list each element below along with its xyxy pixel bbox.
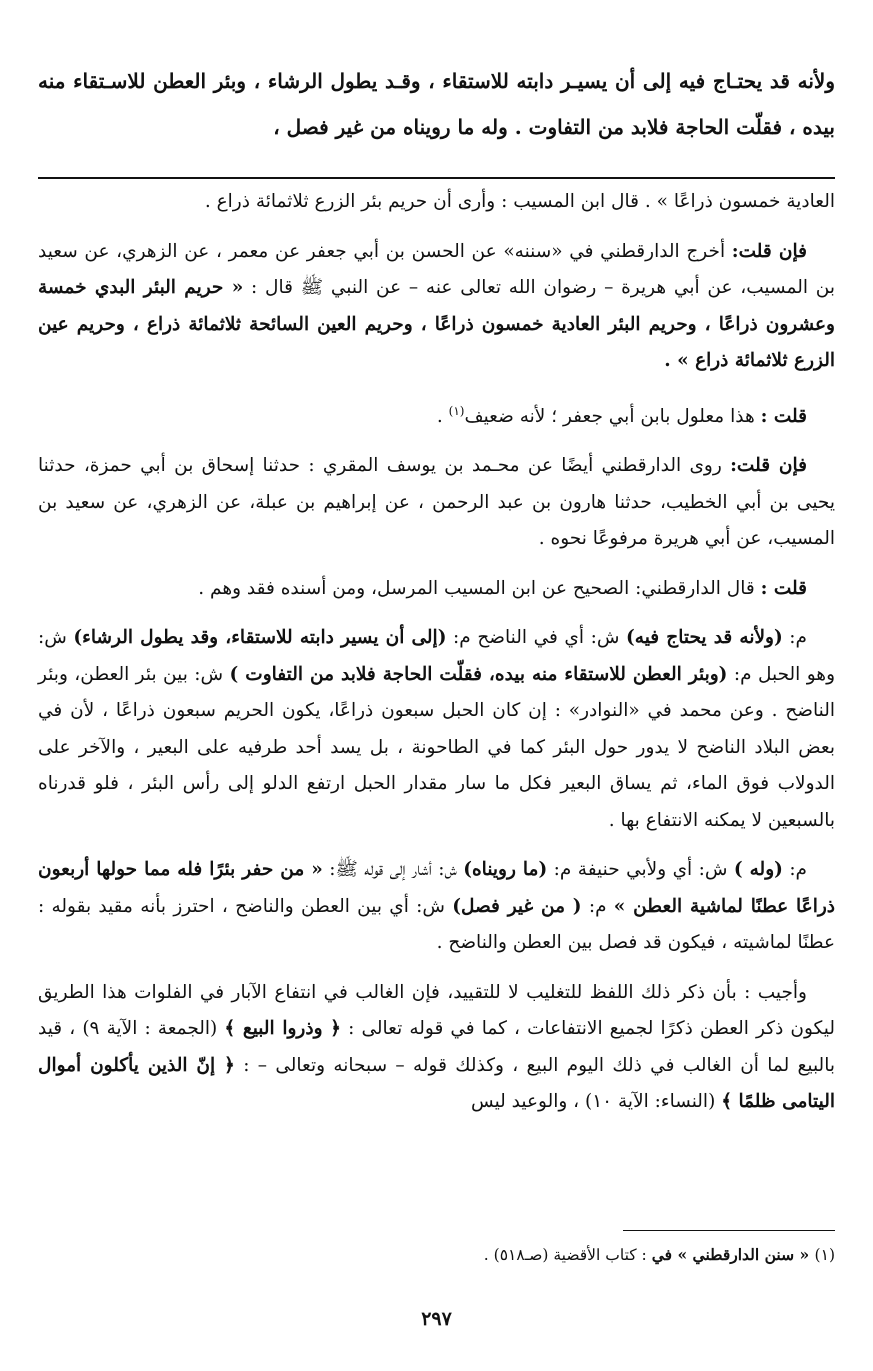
hadith-text: « من حفر بئرًا فله مما حولها أربعون ذراعًا عطنًا لماشية العطن » (38, 859, 836, 917)
quoted-matn: (ما رويناه) (463, 859, 548, 881)
paragraph-text: (النساء: الآية ١٠) ، والوعيد ليس (471, 1091, 722, 1113)
commentary (38, 184, 835, 1134)
footnote (38, 1242, 835, 1268)
footnote-title: « سنن الدارقطني » في (651, 1245, 815, 1264)
page-number: ٢٩٧ (421, 1308, 452, 1330)
paragraph-text: ش: أشار إلى قوله ﷺ: (322, 859, 464, 881)
quoted-matn: (وله ) (733, 859, 783, 881)
paragraph-text: أخرج الدارقطني في «سننه» عن الحسن بن أبي جعفر عن معمر ، عن الزهري، عن سعيد بن المسيب، عن أبي هريرة – رضوان الله تعالى عنه – عن النبي ﷺ قال : (38, 240, 835, 298)
footnote-number: (١) (814, 1246, 835, 1264)
paragraph-text: ش: أي ولأبي حنيفة م: (547, 859, 734, 881)
main-divider (38, 177, 835, 179)
commentary-paragraph-2 (38, 234, 835, 380)
commentary-paragraph-3 (38, 393, 835, 436)
commentary-paragraph-6 (38, 620, 835, 839)
matn-text (38, 58, 835, 150)
footnote-reference: (١) (448, 403, 465, 418)
paragraph-text: ش: أي بين العطن والناضح ، احترز بأنه مقيد بقوله : عطنًا لماشيته ، فيكون قد فصل بين العطن والناضح . (38, 895, 835, 954)
paragraph-text: العادية خمسون ذراعًا » . قال ابن المسيب : وأرى أن حريم بئر الزرع ثلاثمائة ذراع . (204, 191, 835, 212)
paragraph-text: م: (581, 895, 614, 917)
paragraph-lead: فإن قلت: (731, 240, 807, 262)
quoted-matn: (ولأنه قد يحتاج فيه) (626, 627, 783, 649)
quoted-matn: ( من غير فصل) (452, 895, 582, 917)
quran-verse: ﴿ إنّ الذين يأكلون أموال اليتامى ظلمًا ﴾ (38, 1054, 835, 1113)
paragraph-text: هذا معلول بابن أبي جعفر ؛ لأنه ضعيف (464, 405, 761, 427)
paragraph-text: ش: أي في الناضح م: (446, 627, 627, 649)
quran-verse: ﴿ وذروا البيع ﴾ (224, 1018, 342, 1040)
commentary-paragraph-4 (38, 448, 835, 558)
footnote-text: : كتاب الأقضية (صـ٥١٨) . (483, 1246, 652, 1264)
marker-text: م: (782, 627, 807, 649)
commentary-paragraph-1 (38, 184, 835, 221)
footnote-divider (623, 1230, 835, 1231)
marker-text: م: (782, 859, 808, 881)
paragraph-text: قال الدارقطني: الصحيح عن ابن المسيب المرسل، ومن أسنده فقد وهم . (198, 577, 761, 599)
matn-line: ولأنه قد يحتـاج فيه إلى أن يسيـر دابته للاستقاء ، وقـد يطول الرشاء ، وبئر العطن للاسـتقاء منه بيده ، فقلّت الحاجة فلابد من التفاوت . وله ما رويناه من غير فصل ، (38, 69, 835, 139)
paragraph-lead: فإن قلت: (730, 455, 807, 477)
quoted-matn: (وبئر العطن للاستقاء منه بيده، فقلّت الحاجة فلابد من التفاوت ) (229, 663, 728, 685)
commentary-paragraph-8 (38, 975, 835, 1121)
commentary-paragraph-7 (38, 852, 835, 962)
paragraph-text-end: . (436, 405, 449, 427)
hadith-text: « حريم البئر البدي خمسة وعشرون ذراعًا ، وحريم البئر العادية خمسون ذراعًا ، وحريم العين السائحة ثلاثمائة ذراع ، وحريم عين الزرع ثلاثمائة ذراع » . (38, 277, 835, 371)
paragraph-text: ش: بين بئر العطن، وبئر الناضح . وعن محمد في «النوادر» : إن كان الحبل سبعون ذراعًا، يكون الحريم سبعون ذراعًا ، لأن في بعض البلاد الناضح لا يدور حول البئر كما في الطاحونة ، بل يسد أحد طرفيه على البعير ، والآخر على الدولاب فوق الماء، ثم يساق البعير فكل ما سار مقدار الحبل ارتفع الدلو إلى رأس البئر ، فلو قدرناه بالسبعين لا يمكنه الانتفاع بها . (38, 663, 835, 831)
paragraph-text: ش: وهو الحبل م: (38, 627, 836, 685)
paragraph-text: (الجمعة : الآية ٩) ، قيد بالبيع لما أن الغالب في ذلك اليوم البيع ، وكذلك قوله – سبحانه وتعالى – : (38, 1018, 835, 1076)
quoted-matn: (إلى أن يسير دابته للاستقاء، وقد يطول الرشاء) (73, 627, 447, 649)
paragraph-lead: قلت : (760, 405, 807, 427)
commentary-paragraph-5 (38, 571, 835, 608)
paragraph-text: وأجيب : بأن ذكر ذلك اللفظ للتغليب لا للتقييد، فإن الغالب في انتفاع الآبار في الفلوات هذا الطريق ليكون ذكر العطن ذكرًا لجميع الانتفاعات ، كما في قوله تعالى : (38, 981, 835, 1040)
paragraph-lead: قلت : (760, 577, 807, 599)
paragraph-text: روى الدارقطني أيضًا عن محـمد بن يوسف المقري : حدثنا إسحاق بن أبي حمزة، حدثنا يحيى بن أبي الخطيب، حدثنا هارون بن عبد الرحمن ، عن إبراهيم بن عبلة، عن الزهري، عن سعيد بن المسيب، عن أبي هريرة مرفوعًا نحوه . (38, 455, 835, 550)
